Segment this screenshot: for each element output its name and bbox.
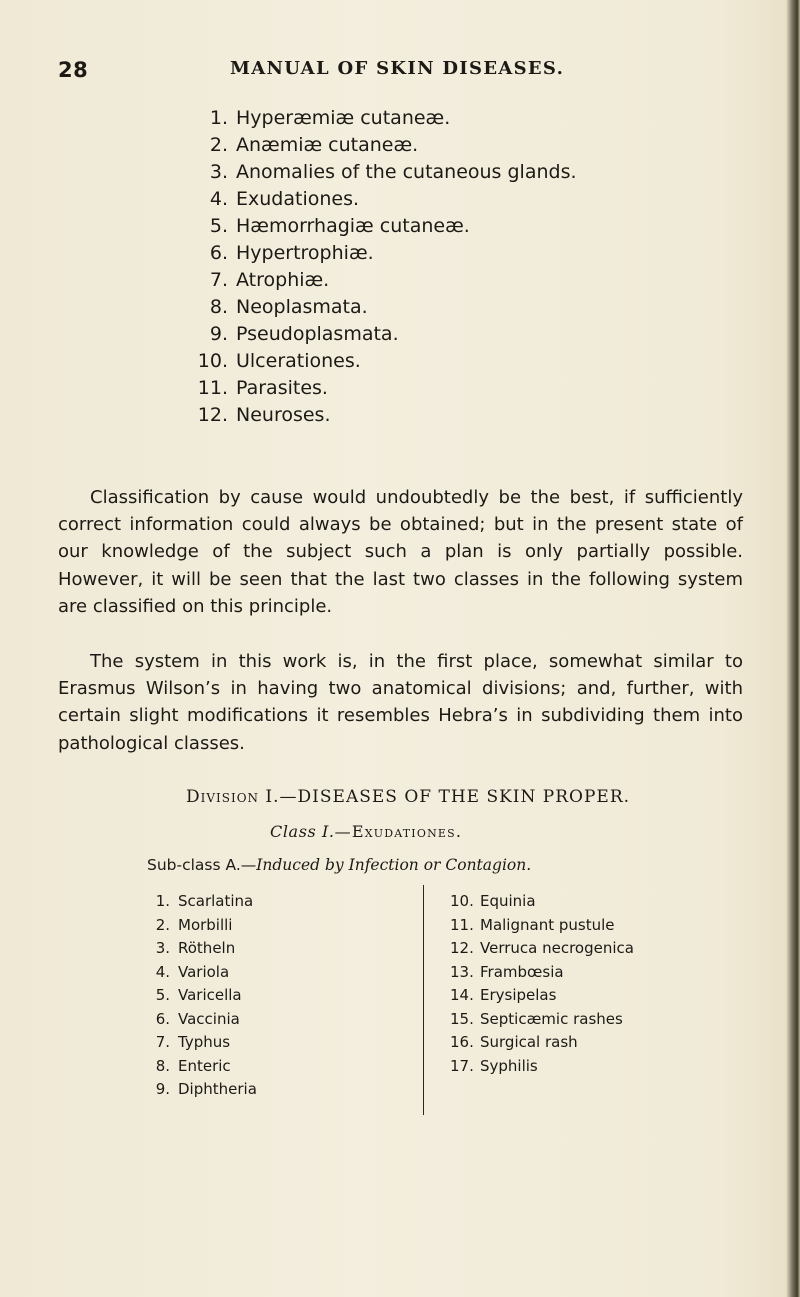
disease-name: Erysipelas bbox=[480, 986, 557, 1004]
list-item-text: Parasites. bbox=[236, 377, 328, 399]
list-item-text: Anomalies of the cutaneous glands. bbox=[236, 161, 577, 183]
disease-number: 2. bbox=[155, 915, 170, 934]
subclass-title: Induced by Infection or Contagion. bbox=[256, 856, 532, 874]
list-item bbox=[180, 105, 740, 132]
list-item bbox=[150, 1055, 257, 1079]
disease-name: Malignant pustule bbox=[480, 915, 615, 934]
list-item bbox=[450, 984, 634, 1008]
list-item bbox=[150, 890, 257, 914]
column-divider bbox=[423, 885, 424, 1115]
list-item bbox=[180, 294, 740, 321]
page-number: 28 bbox=[58, 58, 89, 82]
disease-number: 10. bbox=[450, 892, 474, 910]
disease-name: Vaccinia bbox=[178, 1009, 240, 1028]
disease-number: 1. bbox=[155, 892, 170, 910]
list-item bbox=[180, 267, 740, 294]
disease-name: Syphilis bbox=[480, 1056, 538, 1075]
list-item-number: 4. bbox=[209, 188, 228, 210]
list-item bbox=[150, 984, 257, 1008]
list-item-text: Hyperæmiæ cutaneæ. bbox=[236, 107, 451, 129]
disease-name: Rötheln bbox=[178, 939, 236, 957]
disease-number: 5. bbox=[155, 986, 170, 1004]
disease-list-left bbox=[150, 890, 257, 1102]
disease-name: Scarlatina bbox=[178, 892, 254, 910]
disease-list-right bbox=[450, 890, 634, 1078]
list-item-text: Neuroses. bbox=[236, 404, 331, 426]
list-item-text: Pseudoplasmata. bbox=[236, 323, 399, 345]
list-item-number: 9. bbox=[209, 323, 228, 345]
disease-name: Enteric bbox=[178, 1056, 231, 1075]
disease-number: 6. bbox=[155, 1009, 170, 1028]
list-item-text: Ulcerationes. bbox=[236, 350, 361, 372]
list-item bbox=[450, 1008, 634, 1032]
disease-name: Verruca necrogenica bbox=[480, 939, 634, 957]
disease-number: 15. bbox=[450, 1009, 474, 1028]
list-item bbox=[180, 159, 740, 186]
classification-list bbox=[180, 105, 740, 429]
division-title: I.—DISEASES OF THE SKIN PROPER. bbox=[259, 787, 631, 807]
list-item-number: 6. bbox=[209, 242, 228, 264]
list-item bbox=[450, 1031, 634, 1055]
division-label: Division bbox=[185, 787, 260, 807]
list-item-number: 1. bbox=[209, 107, 228, 129]
list-item-number: 10. bbox=[197, 350, 228, 372]
list-item-number: 5. bbox=[209, 215, 228, 237]
list-item bbox=[150, 1008, 257, 1032]
disease-name: Typhus bbox=[178, 1033, 231, 1051]
list-item bbox=[180, 213, 740, 240]
list-item-number: 2. bbox=[209, 134, 228, 156]
list-item bbox=[450, 937, 634, 961]
disease-number: 4. bbox=[155, 962, 170, 981]
list-item bbox=[450, 1055, 634, 1079]
disease-number: 12. bbox=[450, 939, 474, 957]
list-item-number: 11. bbox=[197, 377, 228, 399]
list-item bbox=[180, 132, 740, 159]
disease-number: 16. bbox=[450, 1033, 474, 1051]
disease-name: Equinia bbox=[480, 892, 536, 910]
disease-number: 13. bbox=[450, 962, 474, 981]
disease-number: 17. bbox=[450, 1056, 474, 1075]
subclass-label: Sub-class A.— bbox=[147, 856, 257, 874]
running-title: MANUAL OF SKIN DISEASES. bbox=[230, 58, 565, 79]
list-item bbox=[180, 348, 740, 375]
disease-name: Variola bbox=[178, 962, 230, 981]
list-item bbox=[180, 240, 740, 267]
division-heading bbox=[8, 787, 800, 807]
paragraph-classification-by-cause: Classification by cause would undoubtedly be the best, if sufficiently correct information could always be obtained; but in the present state of our knowledge of the subject such a plan is only partially possible. However, it will be seen that the last two classes in the following system are classified on this principle. bbox=[58, 487, 743, 617]
disease-number: 11. bbox=[450, 915, 474, 934]
list-item-text: Anæmiæ cutaneæ. bbox=[236, 134, 419, 156]
class-heading bbox=[270, 822, 462, 841]
list-item-number: 7. bbox=[209, 269, 228, 291]
list-item-number: 3. bbox=[209, 161, 228, 183]
list-item bbox=[180, 402, 740, 429]
list-item bbox=[150, 961, 257, 985]
list-item-text: Neoplasmata. bbox=[236, 296, 368, 318]
list-item-text: Hypertrophiæ. bbox=[236, 242, 374, 264]
class-label: Class I. bbox=[270, 822, 335, 841]
list-item-number: 8. bbox=[209, 296, 228, 318]
list-item bbox=[180, 186, 740, 213]
list-item bbox=[150, 937, 257, 961]
list-item bbox=[180, 321, 740, 348]
list-item-text: Hæmorrhagiæ cutaneæ. bbox=[236, 215, 470, 237]
list-item bbox=[180, 375, 740, 402]
disease-name: Frambœsia bbox=[480, 962, 564, 981]
subclass-heading bbox=[147, 856, 531, 874]
list-item-text: Exudationes. bbox=[236, 188, 360, 210]
disease-name: Varicella bbox=[178, 986, 242, 1004]
page-header bbox=[0, 58, 800, 88]
disease-number: 9. bbox=[155, 1080, 170, 1098]
disease-name: Septicæmic rashes bbox=[480, 1009, 623, 1028]
class-title: —Exudationes. bbox=[334, 822, 463, 841]
disease-number: 14. bbox=[450, 986, 474, 1004]
disease-number: 3. bbox=[155, 939, 170, 957]
page-edge-shadow bbox=[786, 0, 800, 1297]
disease-number: 8. bbox=[155, 1056, 170, 1075]
disease-name: Morbilli bbox=[178, 915, 233, 934]
list-item bbox=[450, 890, 634, 914]
list-item bbox=[450, 914, 634, 938]
list-item-text: Atrophiæ. bbox=[236, 269, 330, 291]
disease-name: Diphtheria bbox=[178, 1080, 257, 1098]
paragraph-system-description: The system in this work is, in the first place, somewhat similar to Erasmus Wilson’s in having two anatomical divisions; and, further, with certain slight modifications it resembles Hebra’s in subdividing them into pathological classes. bbox=[58, 651, 743, 754]
list-item bbox=[150, 1078, 257, 1102]
disease-number: 7. bbox=[155, 1033, 170, 1051]
disease-name: Surgical rash bbox=[480, 1033, 578, 1051]
list-item bbox=[150, 914, 257, 938]
list-item bbox=[150, 1031, 257, 1055]
list-item bbox=[450, 961, 634, 985]
list-item-number: 12. bbox=[197, 404, 228, 426]
